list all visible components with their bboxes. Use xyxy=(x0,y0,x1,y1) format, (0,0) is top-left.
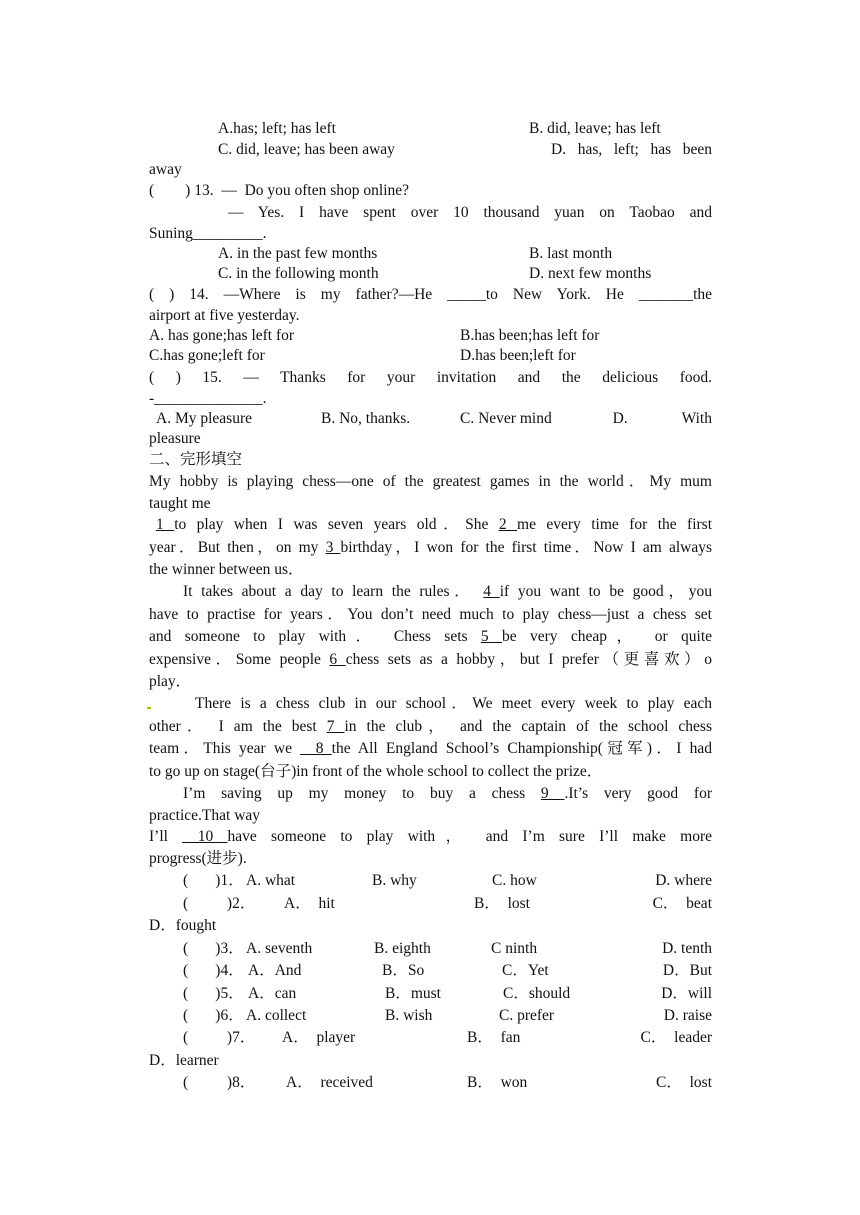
passage-p4-line1: I’m saving up my money to buy a chess 9 .It’s very good for xyxy=(183,785,713,802)
cloze-number: ( )2． xyxy=(183,895,256,912)
passage-p3-line3: team．This year we __8 the All England School’s Championship(冠军)．I had xyxy=(149,740,712,757)
cloze-number: ( )3． xyxy=(183,940,244,957)
cloze-number: ( )1． xyxy=(183,872,244,889)
cloze-option-b: B．So xyxy=(382,962,425,979)
passage-p2-line2: have to practise for years．You don’t need much to play chess—just a chess set xyxy=(149,606,712,623)
q14-option-c: C.has gone;left for xyxy=(149,347,265,364)
passage-p3-line1: There is a chess club in our school．We meet every week to play each xyxy=(195,695,712,712)
cloze-option-d: D. tenth xyxy=(662,940,712,957)
blank-9[interactable]: 9 xyxy=(540,785,565,802)
cloze-option-b: B． fan xyxy=(467,1029,521,1046)
cloze-number: ( )5． xyxy=(183,985,244,1002)
cloze-number: ( )7． xyxy=(183,1029,256,1046)
passage-p1-line2: taught me xyxy=(149,495,211,512)
passage-p4-line4: progress(进步). xyxy=(149,850,247,867)
q13-answer-wrap: Suning_________. xyxy=(149,225,267,242)
cloze-option-c: C． beat xyxy=(652,895,712,912)
section-heading: 二、完形填空 xyxy=(149,451,243,468)
cloze-number: ( )4． xyxy=(183,962,244,979)
passage-p1-line4: year．But then，on my 3 birthday，I won for the first time．Now I am always xyxy=(149,539,713,556)
q12-option-c: C. did, leave; has been away xyxy=(218,141,395,158)
q14-option-a: A. has gone;has left for xyxy=(149,327,295,344)
cloze-option-d: D．will xyxy=(661,985,712,1002)
cloze-option-a: A. collect xyxy=(246,1007,307,1024)
passage-p2-line1: It takes about a day to learn the rules． 4 if you want to be good，you xyxy=(183,583,712,600)
cloze-option-d: D. where xyxy=(655,872,712,889)
cloze-option-a: A. what xyxy=(246,872,296,889)
q12-option-d-wrap: away xyxy=(149,161,182,178)
cloze-option-c: C. how xyxy=(492,872,537,889)
blank-6[interactable]: 6 xyxy=(329,651,346,668)
cloze-option-a: A． hit xyxy=(284,895,335,912)
cloze-option-d: D．fought xyxy=(149,917,217,934)
cloze-option-b: B. why xyxy=(372,872,417,889)
cloze-option-d: D．learner xyxy=(149,1052,219,1069)
blank-3[interactable]: 3 xyxy=(325,539,341,556)
blank-1[interactable]: 1 xyxy=(156,516,175,533)
passage-p1-line1: My hobby is playing chess—one of the greatest games in the world．My mum xyxy=(149,473,712,490)
q14-option-b: B.has been;has left for xyxy=(460,327,600,344)
q14-stem-wrap: airport at five yesterday. xyxy=(149,307,300,324)
q14-option-d: D.has been;left for xyxy=(460,347,576,364)
cloze-option-a: A．And xyxy=(248,962,302,979)
q13-option-c: C. in the following month xyxy=(218,265,379,282)
q13-option-b: B. last month xyxy=(529,245,613,262)
cloze-number: ( )8． xyxy=(183,1074,256,1091)
cloze-option-c: C ninth xyxy=(491,940,538,957)
passage-p2-line4: expensive．Some people 6 chess sets as a hobby，but I prefer（更喜欢）o xyxy=(149,651,713,668)
blank-2[interactable]: 2 xyxy=(498,516,518,533)
passage-p3-line2: other． I am the best 7 in the club， and the captain of the school chess xyxy=(149,718,712,735)
cloze-option-c: C．should xyxy=(503,985,571,1002)
q13-stem: ( ) 13. — Do you often shop online? xyxy=(149,182,410,199)
q15-stem: ( ) 15. — Thanks for your invitation and the delicious food. xyxy=(149,369,712,386)
q15-option-d-wrap: pleasure xyxy=(149,430,201,447)
cloze-option-d: D. raise xyxy=(663,1007,712,1024)
q14-stem: ( ) 14. —Where is my father?—He _____to New York. He _______the xyxy=(149,286,712,303)
cloze-option-b: B． won xyxy=(467,1074,528,1091)
passage-p4-line2: practice.That way xyxy=(149,807,261,824)
cloze-option-a: A．can xyxy=(248,985,297,1002)
cloze-option-b: B． lost xyxy=(474,895,530,912)
cloze-option-b: B．must xyxy=(385,985,441,1002)
blank-10[interactable]: __10 xyxy=(182,828,228,845)
passage-p3-line4: to go up on stage(台子)in front of the whole school to collect the prize． xyxy=(149,763,603,780)
q12-option-a: A.has; left; has left xyxy=(218,120,336,137)
margin-mark xyxy=(147,707,151,709)
cloze-option-d: D．But xyxy=(662,962,712,979)
q15-option-a: A. My pleasure xyxy=(156,410,252,427)
cloze-option-c: C. prefer xyxy=(499,1007,555,1024)
cloze-option-c: C． leader xyxy=(640,1029,712,1046)
cloze-option-a: A． received xyxy=(286,1074,373,1091)
q13-answer-line: — Yes. I have spent over 10 thousand yuan on Taobao and xyxy=(228,204,712,221)
q15-option-c: C. Never mind xyxy=(460,410,552,427)
cloze-option-a: A. seventh xyxy=(246,940,313,957)
blank-4[interactable]: 4 xyxy=(483,583,500,600)
q12-option-b: B. did, leave; has left xyxy=(529,120,661,137)
q15-option-b: B. No, thanks. xyxy=(321,410,411,427)
cloze-option-c: C．Yet xyxy=(502,962,549,979)
cloze-option-b: B. eighth xyxy=(374,940,431,957)
blank-8[interactable]: __8 xyxy=(300,740,332,757)
cloze-option-a: A． player xyxy=(282,1029,356,1046)
blank-5[interactable]: 5 xyxy=(480,628,502,645)
passage-p2-line5: play． xyxy=(149,673,192,690)
q12-option-d: D. has, left; has been xyxy=(551,141,712,158)
q13-option-a: A. in the past few months xyxy=(218,245,378,262)
passage-p1-line5: the winner between us． xyxy=(149,561,304,578)
cloze-option-c: C． lost xyxy=(656,1074,712,1091)
passage-p2-line3: and someone to play with． Chess sets 5 be very cheap， or quite xyxy=(149,628,712,645)
passage-p4-line3: I’ll __10 have someone to play with， and I’m sure I’ll make more xyxy=(149,828,712,845)
blank-7[interactable]: 7 xyxy=(326,718,345,735)
cloze-option-b: B. wish xyxy=(385,1007,433,1024)
passage-p1-line3: 1 to play when I was seven years old．She 2 me every time for the first xyxy=(156,516,713,533)
q15-option-d: D. With xyxy=(612,410,712,427)
q15-answer-blank: -______________. xyxy=(149,390,267,407)
cloze-number: ( )6． xyxy=(183,1007,244,1024)
q13-option-d: D. next few months xyxy=(529,265,652,282)
